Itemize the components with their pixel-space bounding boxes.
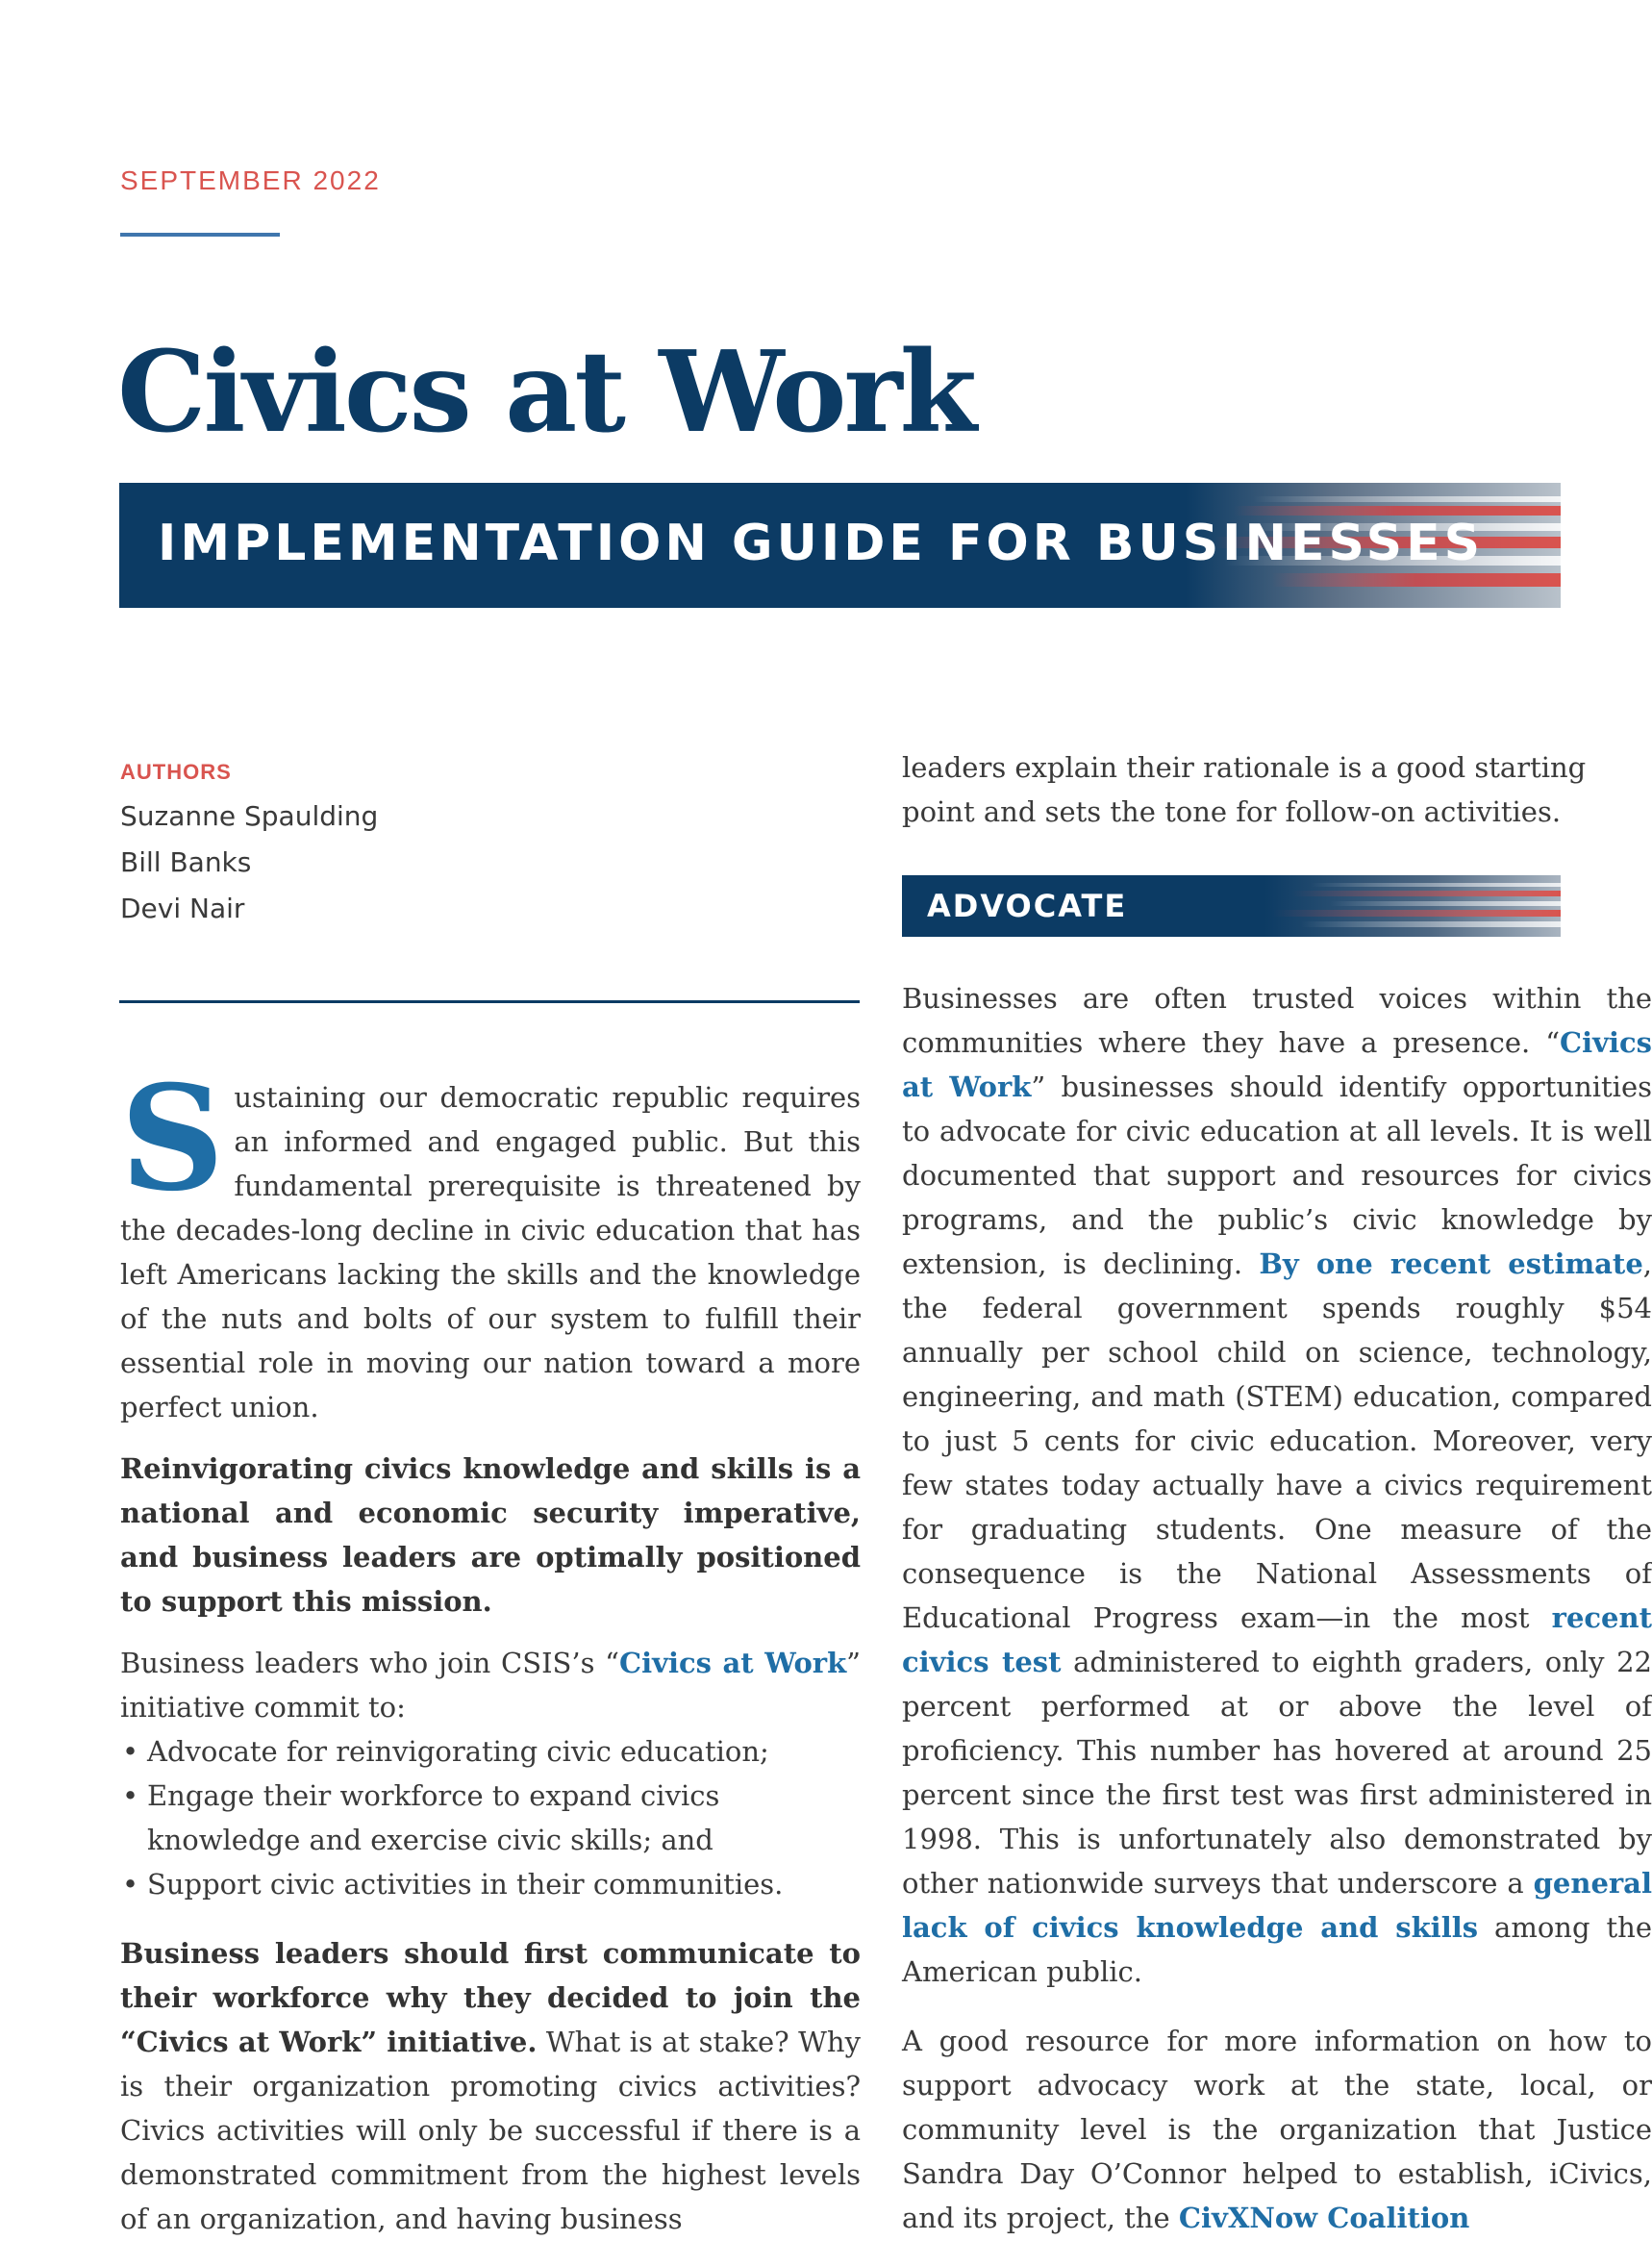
resource-paragraph [902, 2019, 1652, 2240]
communication-paragraph [120, 1931, 861, 2241]
intro-paragraph [120, 1054, 861, 1429]
drop-cap: S [120, 1054, 225, 1223]
commitment-intro [120, 1641, 861, 1729]
date-divider [120, 233, 280, 237]
body-text: among the American public. [902, 1911, 1652, 1988]
continued-paragraph: leaders explain their rationale is a good starting point and sets the tone for follow-on activities. [902, 751, 1587, 828]
commitment-text: ” initiative commit to: [120, 1647, 861, 1724]
body-text: ” businesses should identify opportunities to advocate for civic education at all levels. It is well documented that support and resources for civics programs, and the public’s civic knowledge by extension, is declining. [902, 1070, 1652, 1280]
flag-stripes-decoration [1272, 875, 1561, 937]
body-text: , the federal government spends roughly $54 annually per school child on science, technology, engineering, and math (STEM) education, compared to just 5 cents for civic education. Moreover, very few states today actually have a civics requirement for graduating students. One measure of the consequence is the National Assessments of Educational Progress exam—in the most [902, 1247, 1652, 1634]
commitment-list [120, 1729, 861, 1906]
civics-knowledge-link[interactable]: general lack of civics knowledge and skills [902, 1867, 1652, 1944]
communication-lead: Business leaders should first communicate to their workforce why they decided to join the “Civics at Work” initiative. [120, 1937, 861, 2058]
commitment-text: Business leaders who join CSIS’s “ [120, 1647, 619, 1679]
publication-date: SEPTEMBER 2022 [120, 165, 381, 195]
body-text: A good resource for more information on how to support advocacy work at the state, local, or community level is the organization that Justice Sandra Day O’Connor helped to establish, iCivics, and its project, the [902, 2025, 1652, 2234]
body-text: Businesses are often trusted voices within the communities where they have a presence. “ [902, 982, 1652, 1059]
intro-text: ustaining our democratic republic requires an informed and engaged public. But this fundamental prerequisite is threatened by the decades-long decline in civic education that has left Americans lacking the skills and the knowledge of the nuts and bolts of our system to fulfill their essential role in moving our nation toward a more perfect union. [120, 1081, 861, 1423]
authors-label: AUTHORS [120, 760, 232, 784]
author-name: Bill Banks [120, 846, 252, 878]
body-text: administered to eighth graders, only 22 percent performed at or above the level of proficiency. This number has hovered at around 25 percent since the first test was first administered in 1998. This is unfortunately also demonstrated by other nationwide surveys that underscore a [902, 1646, 1652, 1900]
section-title: ADVOCATE [927, 888, 1128, 924]
list-item: • Advocate for reinvigorating civic education; [120, 1729, 861, 1774]
estimate-link[interactable]: By one recent estimate [1259, 1247, 1643, 1280]
authors-divider [119, 1000, 860, 1003]
left-column [120, 1054, 861, 2241]
key-statement: Reinvigorating civics knowledge and skills is a national and economic security imperative, and business leaders are optimally positioned to support this mission. [120, 1452, 861, 1618]
civics-at-work-link[interactable]: Civics at Work [619, 1647, 847, 1679]
subtitle-banner [119, 483, 1561, 608]
right-column [902, 976, 1652, 2240]
civics-at-work-link[interactable]: Civics at Work [902, 1026, 1652, 1103]
subtitle-text: IMPLEMENTATION GUIDE FOR BUSINESSES [158, 515, 1485, 572]
civics-test-link[interactable]: recent civics test [902, 1601, 1652, 1678]
author-name: Devi Nair [120, 893, 245, 924]
communication-text: What is at stake? Why is their organization promoting civics activities? Civics activities will only be successful if there is a demonstrated commitment from the highest levels of an organization, and having business [120, 2026, 861, 2235]
document-title: Civics at Work [117, 327, 974, 458]
civxnow-link[interactable]: CivXNow Coalition [1178, 2202, 1470, 2234]
advocate-paragraph [902, 976, 1652, 1994]
list-item: • Engage their workforce to expand civics knowledge and exercise civic skills; and [120, 1774, 861, 1862]
list-item: • Support civic activities in their communities. [120, 1862, 861, 1906]
section-header-advocate [902, 875, 1561, 937]
author-name: Suzanne Spaulding [120, 800, 379, 832]
